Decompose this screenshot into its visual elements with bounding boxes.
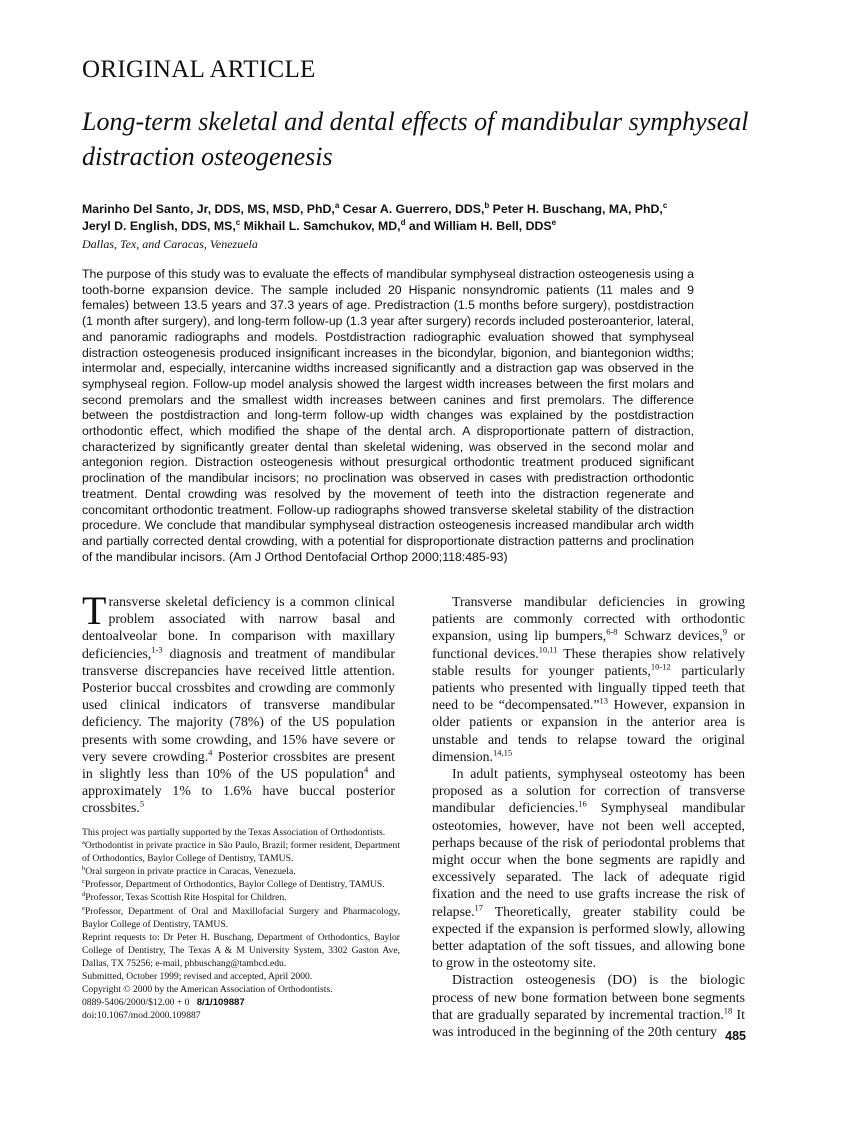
text-run: ransverse skeletal deficiency is a common clinical problem associated with narrow basal and dentoalveolar bone. In comparison with maxillary deficiencies,: [82, 594, 395, 661]
drop-cap: T: [82, 588, 107, 633]
footnote-affiliation: [82, 891, 400, 904]
text-run: Schwarz devices,: [617, 628, 723, 644]
footnote-affiliation: [82, 878, 400, 891]
issn-code: 8/1/109887: [196, 997, 245, 1009]
affiliation-marker: d: [82, 891, 86, 899]
citation-ref: 14,15: [492, 747, 513, 758]
citation-ref: 5: [139, 798, 145, 809]
affiliation-marker: c: [235, 217, 241, 227]
citation-ref: 13: [599, 695, 608, 706]
text-run: particularly patients who presented with lingually tipped teeth that need to be “decompensated.”: [432, 662, 745, 713]
author-name: and William H. Bell, DDS: [405, 219, 552, 233]
text-run: and approximately 1% to 1.6% have buccal posterior crossbites.: [82, 766, 395, 816]
author-list: [82, 201, 782, 235]
affiliation-marker: b: [82, 865, 86, 873]
abstract: The purpose of this study was to evaluate the effects of mandibular symphyseal distraction osteogenesis using a tooth-borne expansion device. The sample included 20 Hispanic nonsyndromic patients (11 males and 9 females) between 13.5 years and 37.3 years of age. Predistraction (1.5 months before surgery), postdistraction (1 month after surgery), and long-term follow-up (1.3 year after surgery) records included posteroanterior, lateral, and panoramic radiographs and models. Postdistraction radiographic evaluation showed that symphyseal distraction osteogenesis produced insignificant increases in the bicondylar, bigonion, and biantegonion widths; intermolar and, especially, intercanine widths increased significantly and a distraction gap was observed in the symphyseal region. Follow-up model analysis showed the largest width increases between the first molars and second premolars and the smallest width increases between canines and first premolars. The difference between the postdistraction and long-term follow-up width changes was explained by the postdistraction orthodontic effect, which modified the shape of the dental arch. A disproportionate pattern of distraction, characterized by significantly greater dental than skeletal widening, was observed in the second molar and antegonion region. Distraction osteogenesis without presurgical orthodontic treatment produced significant proclination of the mandibular incisors; no proclination was observed in cases with predistraction orthodontic treatment. Dental crowding was resolved by the movement of teeth into the distraction regenerate and concomitant orthodontic treatment. Follow-up radiographs showed transverse skeletal stability of the distraction procedure. We conclude that mandibular symphyseal distraction osteogenesis increased mandibular arch width and partially corrected dental crowding, with a potential for disproportionate distraction patterns and proclination of the mandibular incisors. (Am J Orthod Dentofacial Orthop 2000;118:485-93): [82, 267, 694, 564]
article-title: Long-term skeletal and dental effects of mandibular symphyseal distraction osteogenesis: [82, 107, 749, 171]
text-run: Transverse mandibular deficiencies in growing patients are commonly corrected with orthodontic expansion, using lip bumpers,: [432, 594, 745, 644]
citation-ref: 9: [722, 626, 728, 637]
footnote-support: This project was partially supported by the Texas Association of Orthodontists.: [82, 827, 386, 838]
text-run: Theoretically, greater stability could be expected if the expansion is performed slowly, allowing better adaptation of the soft tissues, and allowing bone to grow in the osteotomy site.: [432, 903, 745, 971]
text-run: Orthodontist in private practice in São Paulo, Brazil; former resident, Department of Orthodontics, Baylor College of Dentistry, TAMUS.: [82, 840, 400, 865]
footnote-issn: [82, 996, 400, 1009]
body-column-left: [82, 588, 395, 817]
footnote-affiliation: [82, 905, 400, 931]
footnote-copyright: Copyright © 2000 by the American Association of Orthodontists.: [82, 984, 333, 996]
citation-ref: 10-12: [650, 661, 671, 672]
section-label: ORIGINAL ARTICLE: [82, 56, 316, 83]
text-run: Professor, Department of Oral and Maxillofacial Surgery and Pharmacology, Baylor College of Dentistry, TAMUS.: [82, 905, 400, 930]
body-paragraph: [432, 971, 745, 1040]
footnote-submitted: Submitted, October 1999; revised and accepted, April 2000.: [82, 971, 313, 983]
affiliation-marker: d: [400, 217, 406, 227]
author-name: Cesar A. Guerrero, DDS,: [339, 202, 485, 216]
text-run: Symphyseal mandibular osteotomies, however, have not been well accepted, perhaps because of the risk of periodontal problems that might occur when the bone segments are rapidly and excessively separated. The lack of adequate rigid fixation and the need to use grafts increase the risk of relapse.: [432, 800, 745, 919]
affiliation-marker: e: [551, 217, 557, 227]
text-run: or functional devices.: [432, 628, 745, 661]
citation-ref: 16: [578, 798, 587, 809]
citation-ref: 17: [474, 902, 484, 913]
author-location: Dallas, Tex, and Caracas, Venezuela: [82, 237, 258, 251]
affiliation-marker: c: [82, 878, 85, 886]
text-run: These therapies show relatively stable results for younger patients,: [432, 645, 745, 678]
footnote-doi: doi:10.1067/mod.2000.109887: [82, 1010, 201, 1022]
citation-ref: 4: [363, 764, 369, 775]
text-run: diagnosis and treatment of mandibular transverse discrepancies have received little attention. Posterior buccal crossbites and crowding are commonly used clinical indicators of transverse mandibular deficiency. The majority (78%) of the US population presents with some crowding, and 15% have severe or very severe crowding.: [82, 645, 395, 764]
footnote-affiliation: [82, 865, 400, 878]
page-number: 485: [725, 1029, 746, 1043]
citation-ref: 6-8: [606, 626, 618, 637]
citation-ref: 10,11: [538, 644, 558, 655]
text-run: In adult patients, symphyseal osteotomy has been proposed as a solution for correction of transverse mandibular deficiencies.: [432, 766, 745, 816]
text-run: Professor, Texas Scottish Rite Hospital for Children.: [85, 892, 287, 904]
affiliation-marker: b: [484, 200, 490, 210]
author-name: Jeryl D. English, DDS, MS,: [82, 219, 236, 233]
citation-ref: 1-3: [151, 644, 163, 655]
text-run: However, expansion in older patients or expansion in the anterior area is unstable and tends to relapse toward the original dimension.: [432, 697, 745, 764]
author-name: Mikhail L. Samchukov, MD,: [240, 219, 401, 233]
text-run: Oral surgeon in private practice in Caracas, Venezuela.: [85, 866, 296, 878]
text-run: 0889-5406/2000/$12.00 + 0: [82, 997, 190, 1009]
text-run: Distraction osteogenesis (DO) is the biologic process of new bone formation between bone segments that are gradually separated by incremental traction.: [432, 972, 745, 1022]
affiliation-marker: a: [334, 200, 340, 210]
footnote-affiliation: [82, 839, 400, 865]
footnote-reprint: Reprint requests to: Dr Peter H. Buschang, Department of Orthodontics, Baylor College of Dentistry, The Texas A & M University System, 3302 Gaston Ave, Dallas, TX 75256; e-mail, phbuschang@tambcd.edu.: [82, 931, 400, 969]
body-paragraph: [432, 593, 745, 765]
author-name: Peter H. Buschang, MA, PhD,: [489, 202, 663, 216]
body-column-right: [432, 593, 745, 1040]
body-paragraph: [432, 765, 745, 971]
affiliation-marker: c: [662, 200, 668, 210]
affiliation-marker: e: [82, 904, 85, 912]
footnotes: [82, 826, 400, 1022]
affiliation-marker: a: [82, 838, 85, 846]
text-run: Posterior crossbites are present in slightly less than 10% of the US population: [82, 748, 395, 782]
text-run: Professor, Department of Orthodontics, Baylor College of Dentistry, TAMUS.: [84, 879, 385, 891]
author-name: Marinho Del Santo, Jr, DDS, MS, MSD, PhD,: [82, 202, 335, 216]
body-paragraph: [82, 588, 395, 817]
citation-ref: 18: [723, 1005, 733, 1016]
citation-ref: 4: [208, 747, 213, 758]
text-run: It was introduced in the beginning of the 20th century: [432, 1006, 745, 1040]
